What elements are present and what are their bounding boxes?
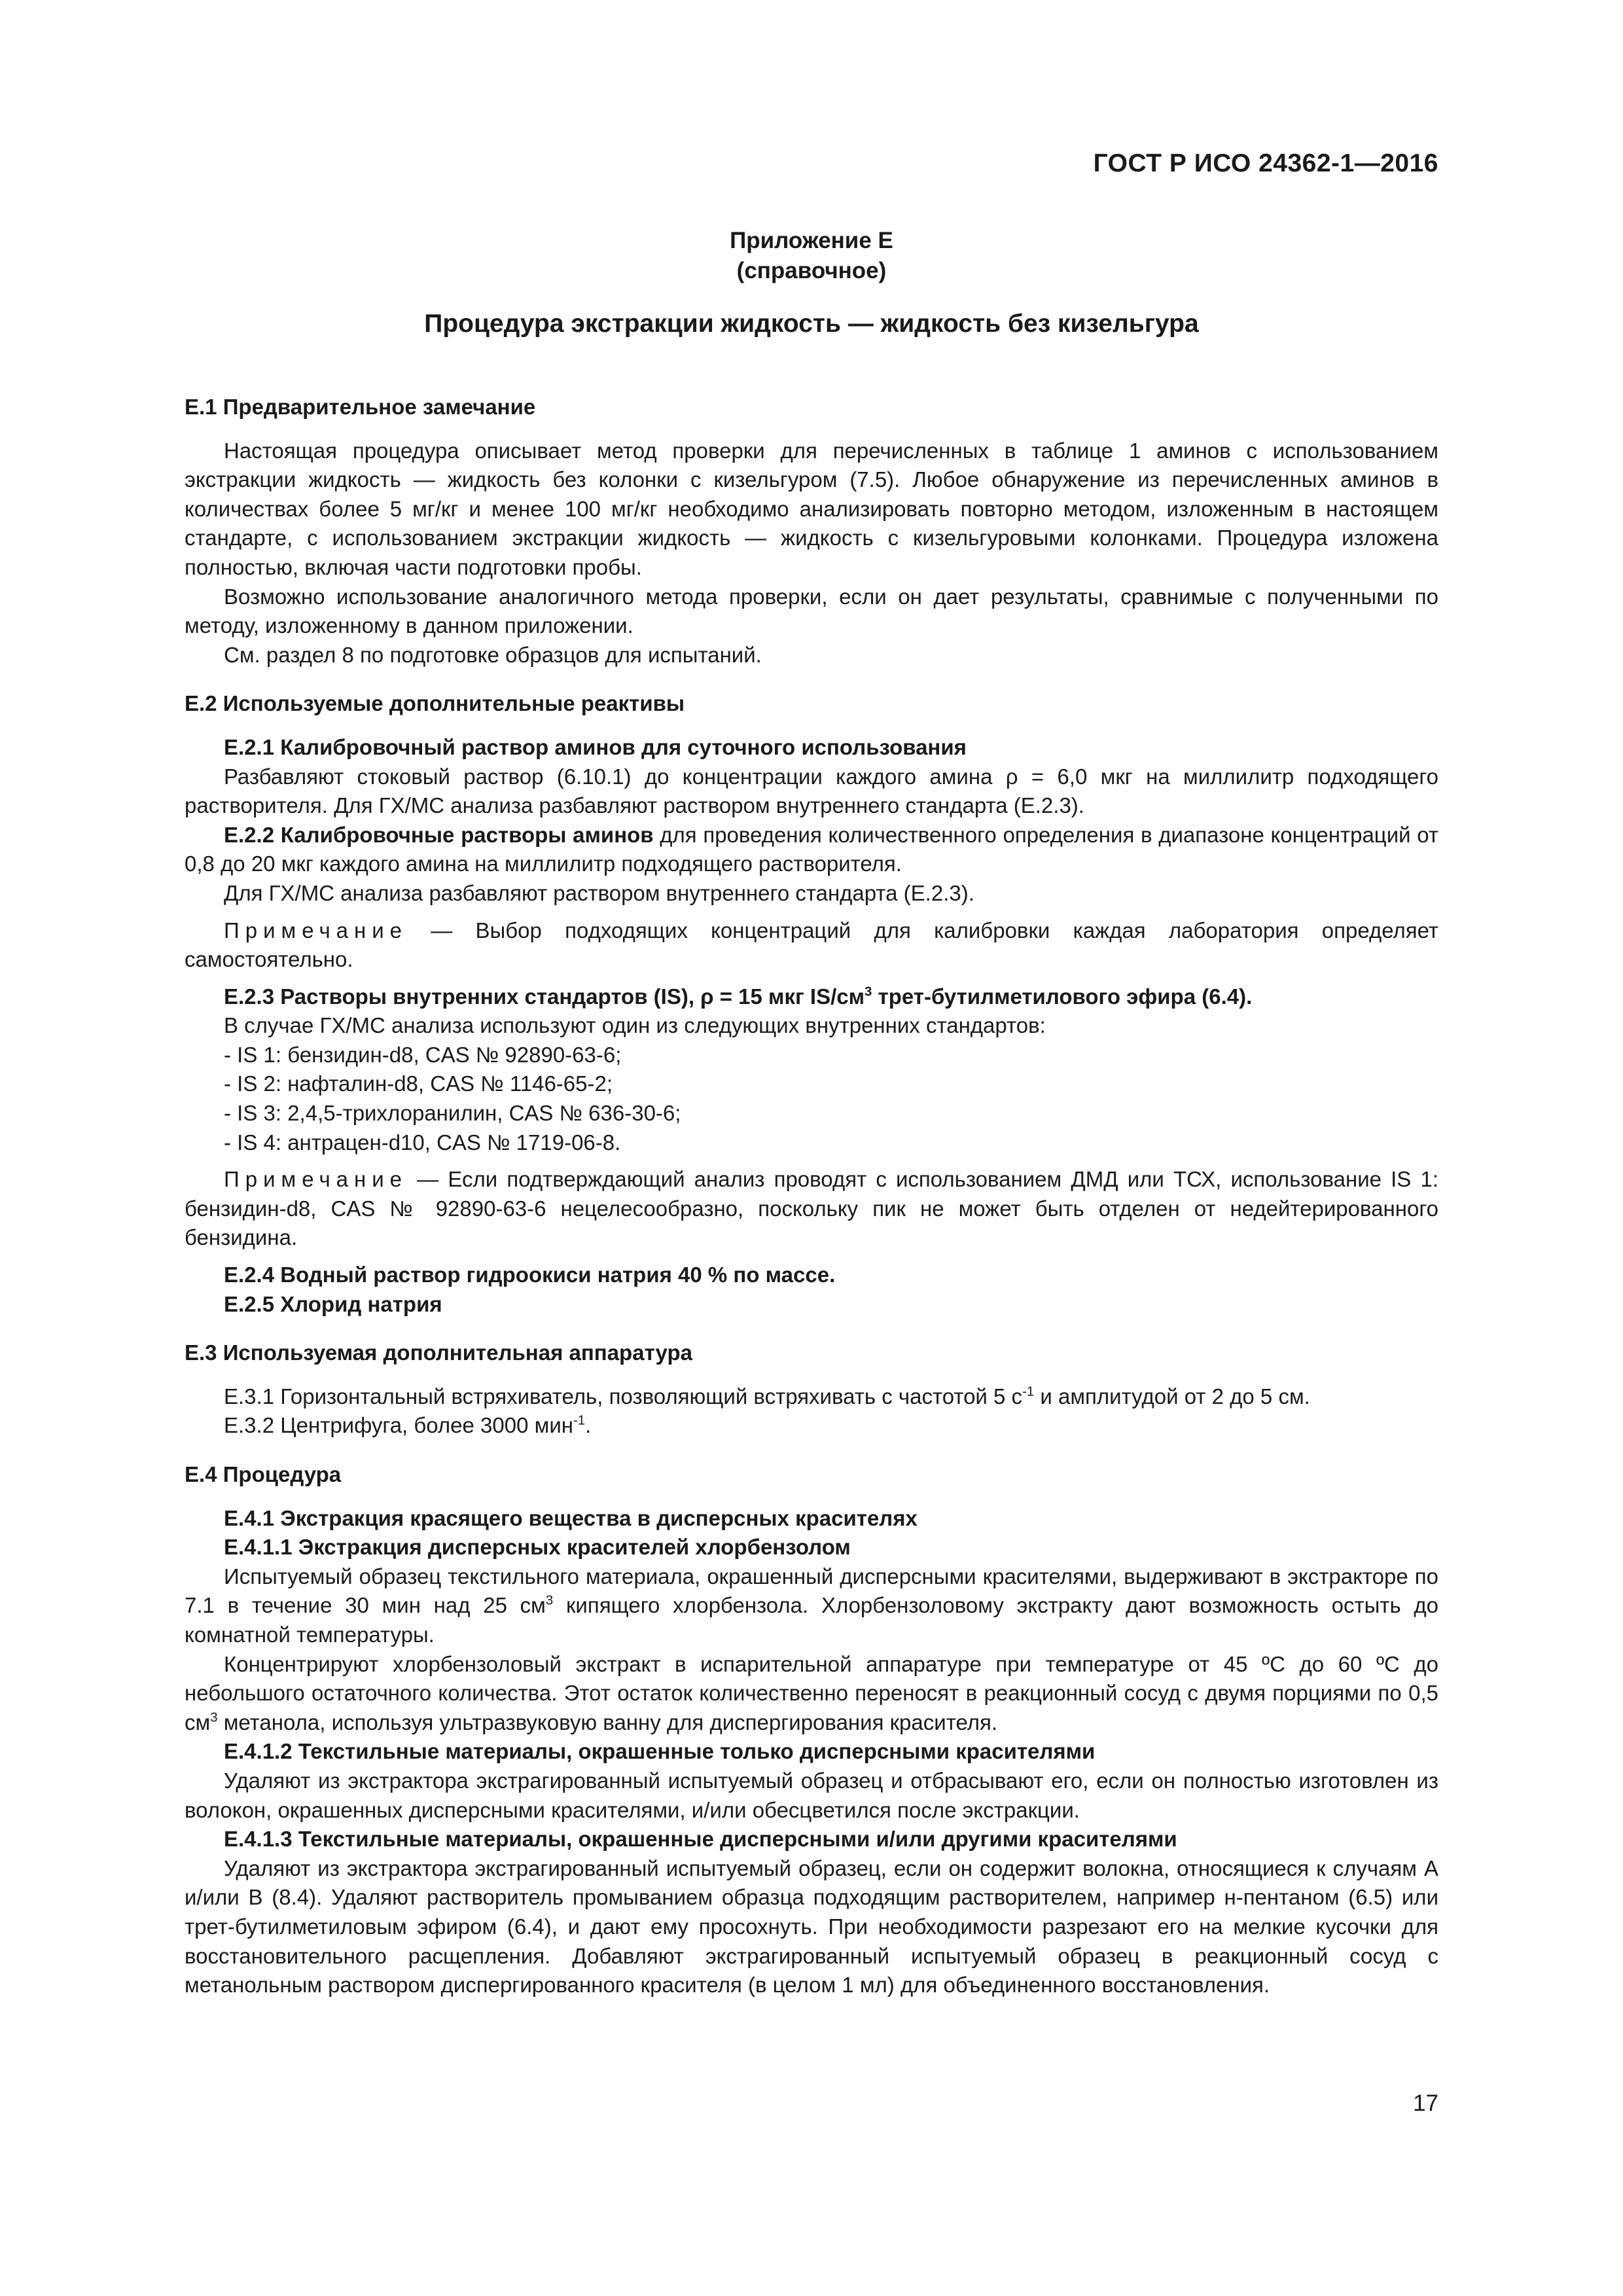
subsection-heading-e21: Е.2.1 Калибровочный раствор аминов для суточного использования [224, 734, 967, 759]
paragraph: В случае ГХ/МС анализа используют один из следующих внутренних стандартов: [224, 1013, 1046, 1038]
list-item: - IS 4: антрацен-d10, CAS № 1719-06-8. [224, 1130, 621, 1155]
annex-type: (справочное) [736, 258, 887, 283]
note-1: Примечание — Выбор подходящих концентраций для калибровки каждая лаборатория определяет самостоятельно. [185, 918, 1438, 972]
paragraph: См. раздел 8 по подготовке образцов для испытаний. [224, 642, 762, 667]
subsection-heading-e41: Е.4.1 Экстракция красящего вещества в дисперсных красителях [224, 1505, 918, 1530]
subsection-heading-e24: Е.2.4 Водный раствор гидроокиси натрия 40 % по массе. [224, 1263, 836, 1287]
section-heading-e4: Е.4 Процедура [185, 1462, 342, 1486]
paragraph: Удаляют из экстрактора экстрагированный испытуемый образец, если он содержит волокна, относящиеся к случаям А и/или В (8.4). Удаляют растворитель промыванием образца подходящим растворителем, например н-пентаном (6.5) или трет-бутилметиловым эфиром (6.4), и дают ему просохнуть. При необходимости разрезают его на мелкие кусочки для восстановительного расщепления. Добавляют экстрагированный испытуемый образец в реакционный сосуд с метанольным раствором диспергированного красителя (в целом 1 мл) для объединенного восстановления. [185, 1856, 1438, 1998]
paragraph: Разбавляют стоковый раствор (6.10.1) до концентрации каждого амина ρ = 6,0 мкг на миллилитр подходящего растворителя. Для ГХ/МС анализа разбавляют раствором внутреннего стандарта (Е.2.3). [185, 764, 1438, 818]
note-2: Примечание — Если подтверждающий анализ проводят с использованием ДМД или ТСХ, использование IS 1: бензидин-d8, CAS № 92890-63-6 нецелесообразно, поскольку пик не может быть отделен от недейтерированного бензидина. [185, 1167, 1438, 1250]
subsection-heading-e412: Е.4.1.2 Текстильные материалы, окрашенные только дисперсными красителями [224, 1739, 1096, 1764]
annex-title: Процедура экстракции жидкость — жидкость без кизельгура [424, 310, 1199, 338]
note-label: Примечание [224, 1167, 408, 1192]
note-label: Примечание [224, 918, 408, 942]
page-number: 17 [1413, 2090, 1438, 2116]
paragraph: Настоящая процедура описывает метод проверки для перечисленных в таблице 1 аминов с использованием экстракции жидкость — жидкость без колонки с кизельгуром (7.5). Любое обнаружение из перечисленных аминов в количествах более 5 мг/кг и менее 100 мг/кг необходимо анализировать повторно методом, изложенным в настоящем стандарте, с использованием экстракции жидкость — жидкость с кизельгуровыми колонками. Процедура изложена полностью, включая части подготовки пробы. [185, 438, 1438, 579]
list-item: - IS 2: нафталин-d8, CAS № 1146-65-2; [224, 1071, 613, 1096]
annex-label: Приложение Е [730, 228, 893, 253]
section-heading-e1: Е.1 Предварительное замечание [185, 395, 536, 419]
list-item: - IS 1: бензидин-d8, CAS № 92890-63-6; [224, 1042, 622, 1067]
section-heading-e3: Е.3 Используемая дополнительная аппаратура [185, 1340, 692, 1365]
standard-number: ГОСТ Р ИСО 24362-1—2016 [1093, 149, 1438, 177]
subsection-heading-e23: Е.2.3 Растворы внутренних стандартов (IS), ρ = 15 мкг $IS/см^3$ трет-бутилметилового эфира (6.4). [224, 984, 1253, 1009]
paragraph: Испытуемый образец текстильного материала, окрашенный дисперсными красителями, выдерживают в экстракторе по 7.1 в течение 30 мин над 25 $см^3$ кипящего хлорбензола. Хлорбензоловому экстракту дают возможность остыть до комнатной температуры. [185, 1564, 1438, 1647]
paragraph-e32: Е.3.2 Центрифуга, более 3000 мин$^{-1}$. [224, 1412, 592, 1438]
body-text [185, 393, 1438, 2000]
paragraph-e22: Е.2.2 Калибровочные растворы аминов для проведения количественного определения в диапазоне концентраций от 0,8 до 20 мкг каждого амина на миллилитр подходящего растворителя. [185, 822, 1438, 876]
subsection-heading-e411: Е.4.1.1 Экстракция дисперсных красителей хлорбензолом [224, 1535, 851, 1560]
subsection-heading-e25: Е.2.5 Хлорид натрия [224, 1291, 442, 1316]
list-item: - IS 3: 2,4,5-трихлоранилин, CAS № 636-30-6; [224, 1101, 681, 1126]
subsection-heading-e22: Е.2.2 Калибровочные растворы аминов [224, 822, 654, 847]
annex-header [185, 226, 1438, 286]
paragraph: Удаляют из экстрактора экстрагированный испытуемый образец и отбрасывают его, если он полностью изготовлен из волокон, окрашенных дисперсными красителями, и/или обесцветился после экстракции. [185, 1768, 1438, 1822]
section-heading-e2: Е.2 Используемые дополнительные реактивы [185, 691, 685, 716]
subsection-heading-e413: Е.4.1.3 Текстильные материалы, окрашенные дисперсными и/или другими красителями [224, 1827, 1177, 1852]
paragraph: Для ГХ/МС анализа разбавляют раствором внутреннего стандарта (Е.2.3). [224, 880, 974, 905]
paragraph: Возможно использование аналогичного метода проверки, если он дает результаты, сравнимые с полученными по методу, изложенному в данном приложении. [185, 584, 1438, 638]
paragraph: Концентрируют хлорбензоловый экстракт в испарительной аппаратуре при температуре от 45 ºС до 60 ºС до небольшого остаточного количества. Этот остаток количественно переносят в реакционный сосуд с двумя порциями по 0,5 $см^3$ метанола, используя ультразвуковую ванну для диспергирования красителя. [185, 1651, 1438, 1734]
paragraph-e31: Е.3.1 Горизонтальный встряхиватель, позволяющий встряхивать с частотой 5 $с^{-1}$ и амплитудой от 2 до 5 см. [224, 1384, 1310, 1408]
